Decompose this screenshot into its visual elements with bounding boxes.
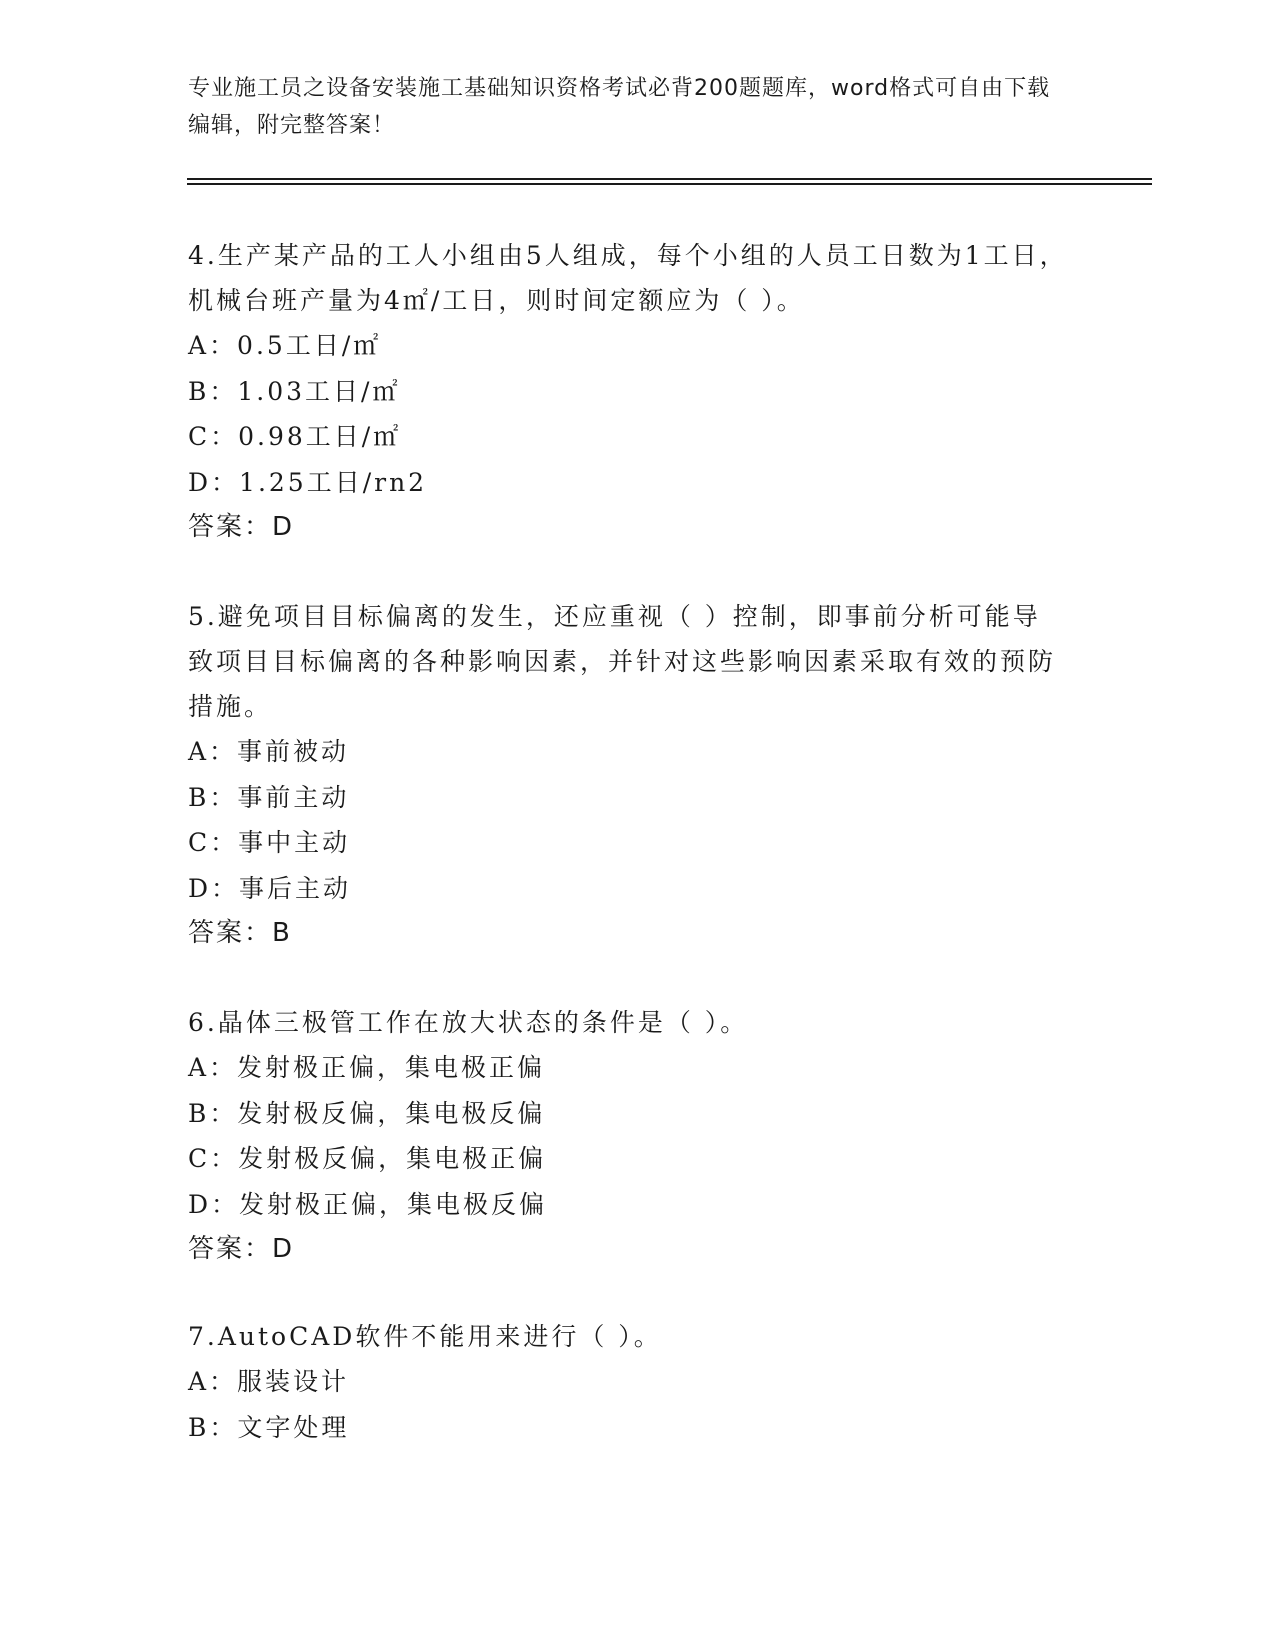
answer: 答案：D — [188, 1234, 295, 1264]
option-b: B：发射极反偏，集电极反偏 — [188, 1098, 546, 1128]
option-b: B：文字处理 — [188, 1412, 350, 1442]
option-d: D：事后主动 — [188, 873, 352, 903]
answer: 答案：B — [188, 918, 292, 948]
question-4 — [188, 233, 1068, 550]
question-stem: 4.生产某产品的工人小组由5人组成，每个小组的人员工日数为1工日，机械台班产量为4㎡/工日，则时间定额应为（ ）。 — [188, 241, 1068, 315]
option-a: A：服装设计 — [188, 1367, 350, 1396]
question-stem: 6.晶体三极管工作在放大状态的条件是（ ）。 — [188, 1008, 749, 1037]
header-rule-top — [187, 178, 1152, 180]
option-b: B：1.03工日/㎡ — [188, 376, 401, 406]
option-c: C：发射极反偏，集电极正偏 — [188, 1144, 547, 1173]
option-a: A：事前被动 — [188, 737, 350, 766]
option-d: D：发射极正偏，集电极反偏 — [188, 1189, 548, 1219]
option-a: A：发射极正偏，集电极正偏 — [188, 1053, 546, 1082]
question-5 — [188, 594, 1068, 956]
answer: 答案：D — [188, 512, 295, 542]
header-rule-bottom — [187, 183, 1152, 185]
option-d: D：1.25工日/rn2 — [188, 467, 428, 497]
question-stem: 5.避免项目目标偏离的发生，还应重视（ ）控制，即事前分析可能导致项目目标偏离的各种影响因素，并针对这些影响因素采取有效的预防措施。 — [188, 602, 1057, 721]
option-c: C：事中主动 — [188, 828, 351, 857]
option-b: B：事前主动 — [188, 782, 350, 812]
document-header: 专业施工员之设备安装施工基础知识资格考试必背200题题库，word格式可自由下载编辑，附完整答案！ — [188, 76, 1051, 138]
option-a: A：0.5工日/㎡ — [188, 331, 382, 360]
question-7 — [188, 1314, 1068, 1450]
question-6 — [188, 1000, 1068, 1272]
option-c: C：0.98工日/㎡ — [188, 422, 402, 451]
question-stem: 7.AutoCAD软件不能用来进行（ ）。 — [188, 1322, 662, 1351]
